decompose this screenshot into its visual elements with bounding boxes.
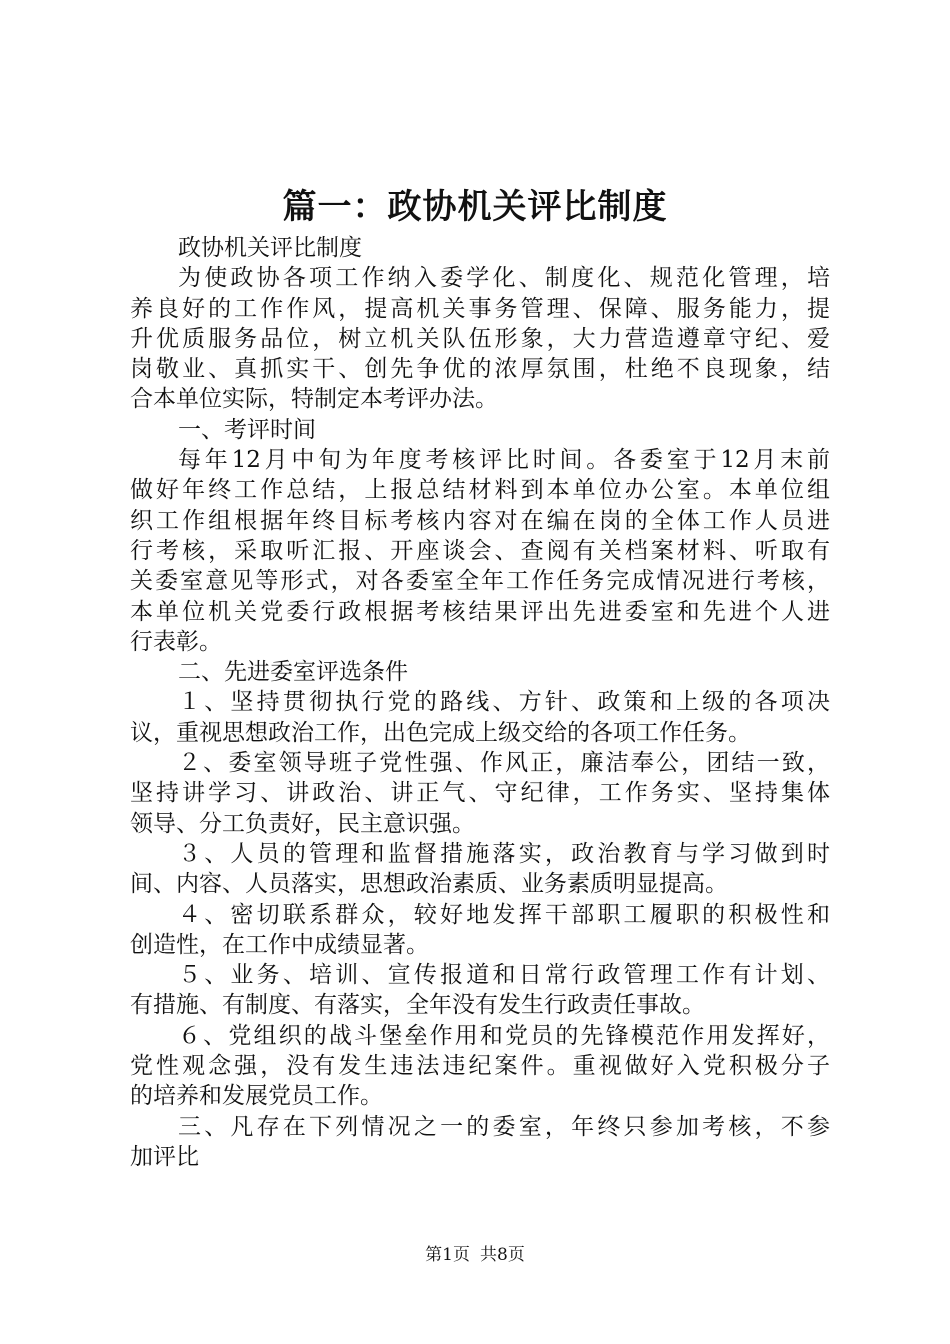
body-line: 关委室意见等形式，对各委室全年工作任务完成情况进行考核， (130, 568, 830, 595)
body-line: 为使政协各项工作纳入委学化、制度化、规范化管理，培 (178, 265, 830, 292)
body-line: ５、业务、培训、宣传报道和日常行政管理工作有计划、 (178, 962, 830, 989)
body-line: 的培养和发展党员工作。 (130, 1083, 383, 1110)
document-title: 篇一：政协机关评比制度 (282, 187, 668, 227)
body-line: 升优质服务品位，树立机关队伍形象，大力营造遵章守纪、爱 (130, 325, 830, 352)
body-line: 二、先进委室评选条件 (178, 659, 408, 686)
body-line: 三、凡存在下列情况之一的委室，年终只参加考核，不参 (178, 1113, 830, 1140)
body-line: 行表彰。 (130, 628, 222, 655)
body-line: ３、人员的管理和监督措施落实，政治教育与学习做到时 (178, 840, 830, 867)
page-number: 第1页 (425, 1245, 470, 1265)
body-line: 加评比 (130, 1143, 199, 1170)
document-body (130, 233, 830, 1172)
body-line: 坚持讲学习、讲政治、讲正气、守纪律，工作务实、坚持集体 (130, 780, 830, 807)
body-line: 有措施、有制度、有落实，全年没有发生行政责任事故。 (130, 992, 705, 1019)
body-line: 行考核，采取听汇报、开座谈会、查阅有关档案材料、听取有 (130, 537, 830, 564)
body-line: 一、考评时间 (178, 416, 316, 443)
body-line: 做好年终工作总结，上报总结材料到本单位办公室。本单位组 (130, 477, 830, 504)
body-line: 领导、分工负责好，民主意识强。 (130, 810, 475, 837)
body-line: 本单位机关党委行政根据考核结果评出先进委室和先进个人进 (130, 598, 830, 625)
body-line: 每年12月中旬为年度考核评比时间。各委室于12月末前 (178, 447, 830, 474)
body-line: 织工作组根据年终目标考核内容对在编在岗的全体工作人员进 (130, 507, 830, 534)
page-footer (0, 1243, 950, 1267)
body-line: 政协机关评比制度 (178, 235, 362, 261)
body-line: 议，重视思想政治工作，出色完成上级交给的各项工作任务。 (130, 719, 751, 746)
body-line: ２、委室领导班子党性强、作风正，廉洁奉公，团结一致， (178, 750, 830, 777)
page-total: 共8页 (480, 1245, 525, 1265)
body-line: 合本单位实际，特制定本考评办法。 (130, 386, 498, 413)
body-line: 养良好的工作作风，提高机关事务管理、保障、服务能力，提 (130, 295, 830, 322)
body-line: ４、密切联系群众，较好地发挥干部职工履职的积极性和 (178, 901, 830, 928)
body-line: ６、党组织的战斗堡垒作用和党员的先锋模范作用发挥好， (178, 1022, 830, 1049)
body-line: 党性观念强，没有发生违法违纪案件。重视做好入党积极分子 (130, 1053, 830, 1080)
body-line: 创造性，在工作中成绩显著。 (130, 931, 429, 958)
body-line: １、坚持贯彻执行党的路线、方针、政策和上级的各项决 (178, 689, 830, 716)
body-line: 间、内容、人员落实，思想政治素质、业务素质明显提高。 (130, 871, 728, 898)
body-line: 岗敬业、真抓实干、创先争优的浓厚氛围，杜绝不良现象，结 (130, 356, 830, 383)
